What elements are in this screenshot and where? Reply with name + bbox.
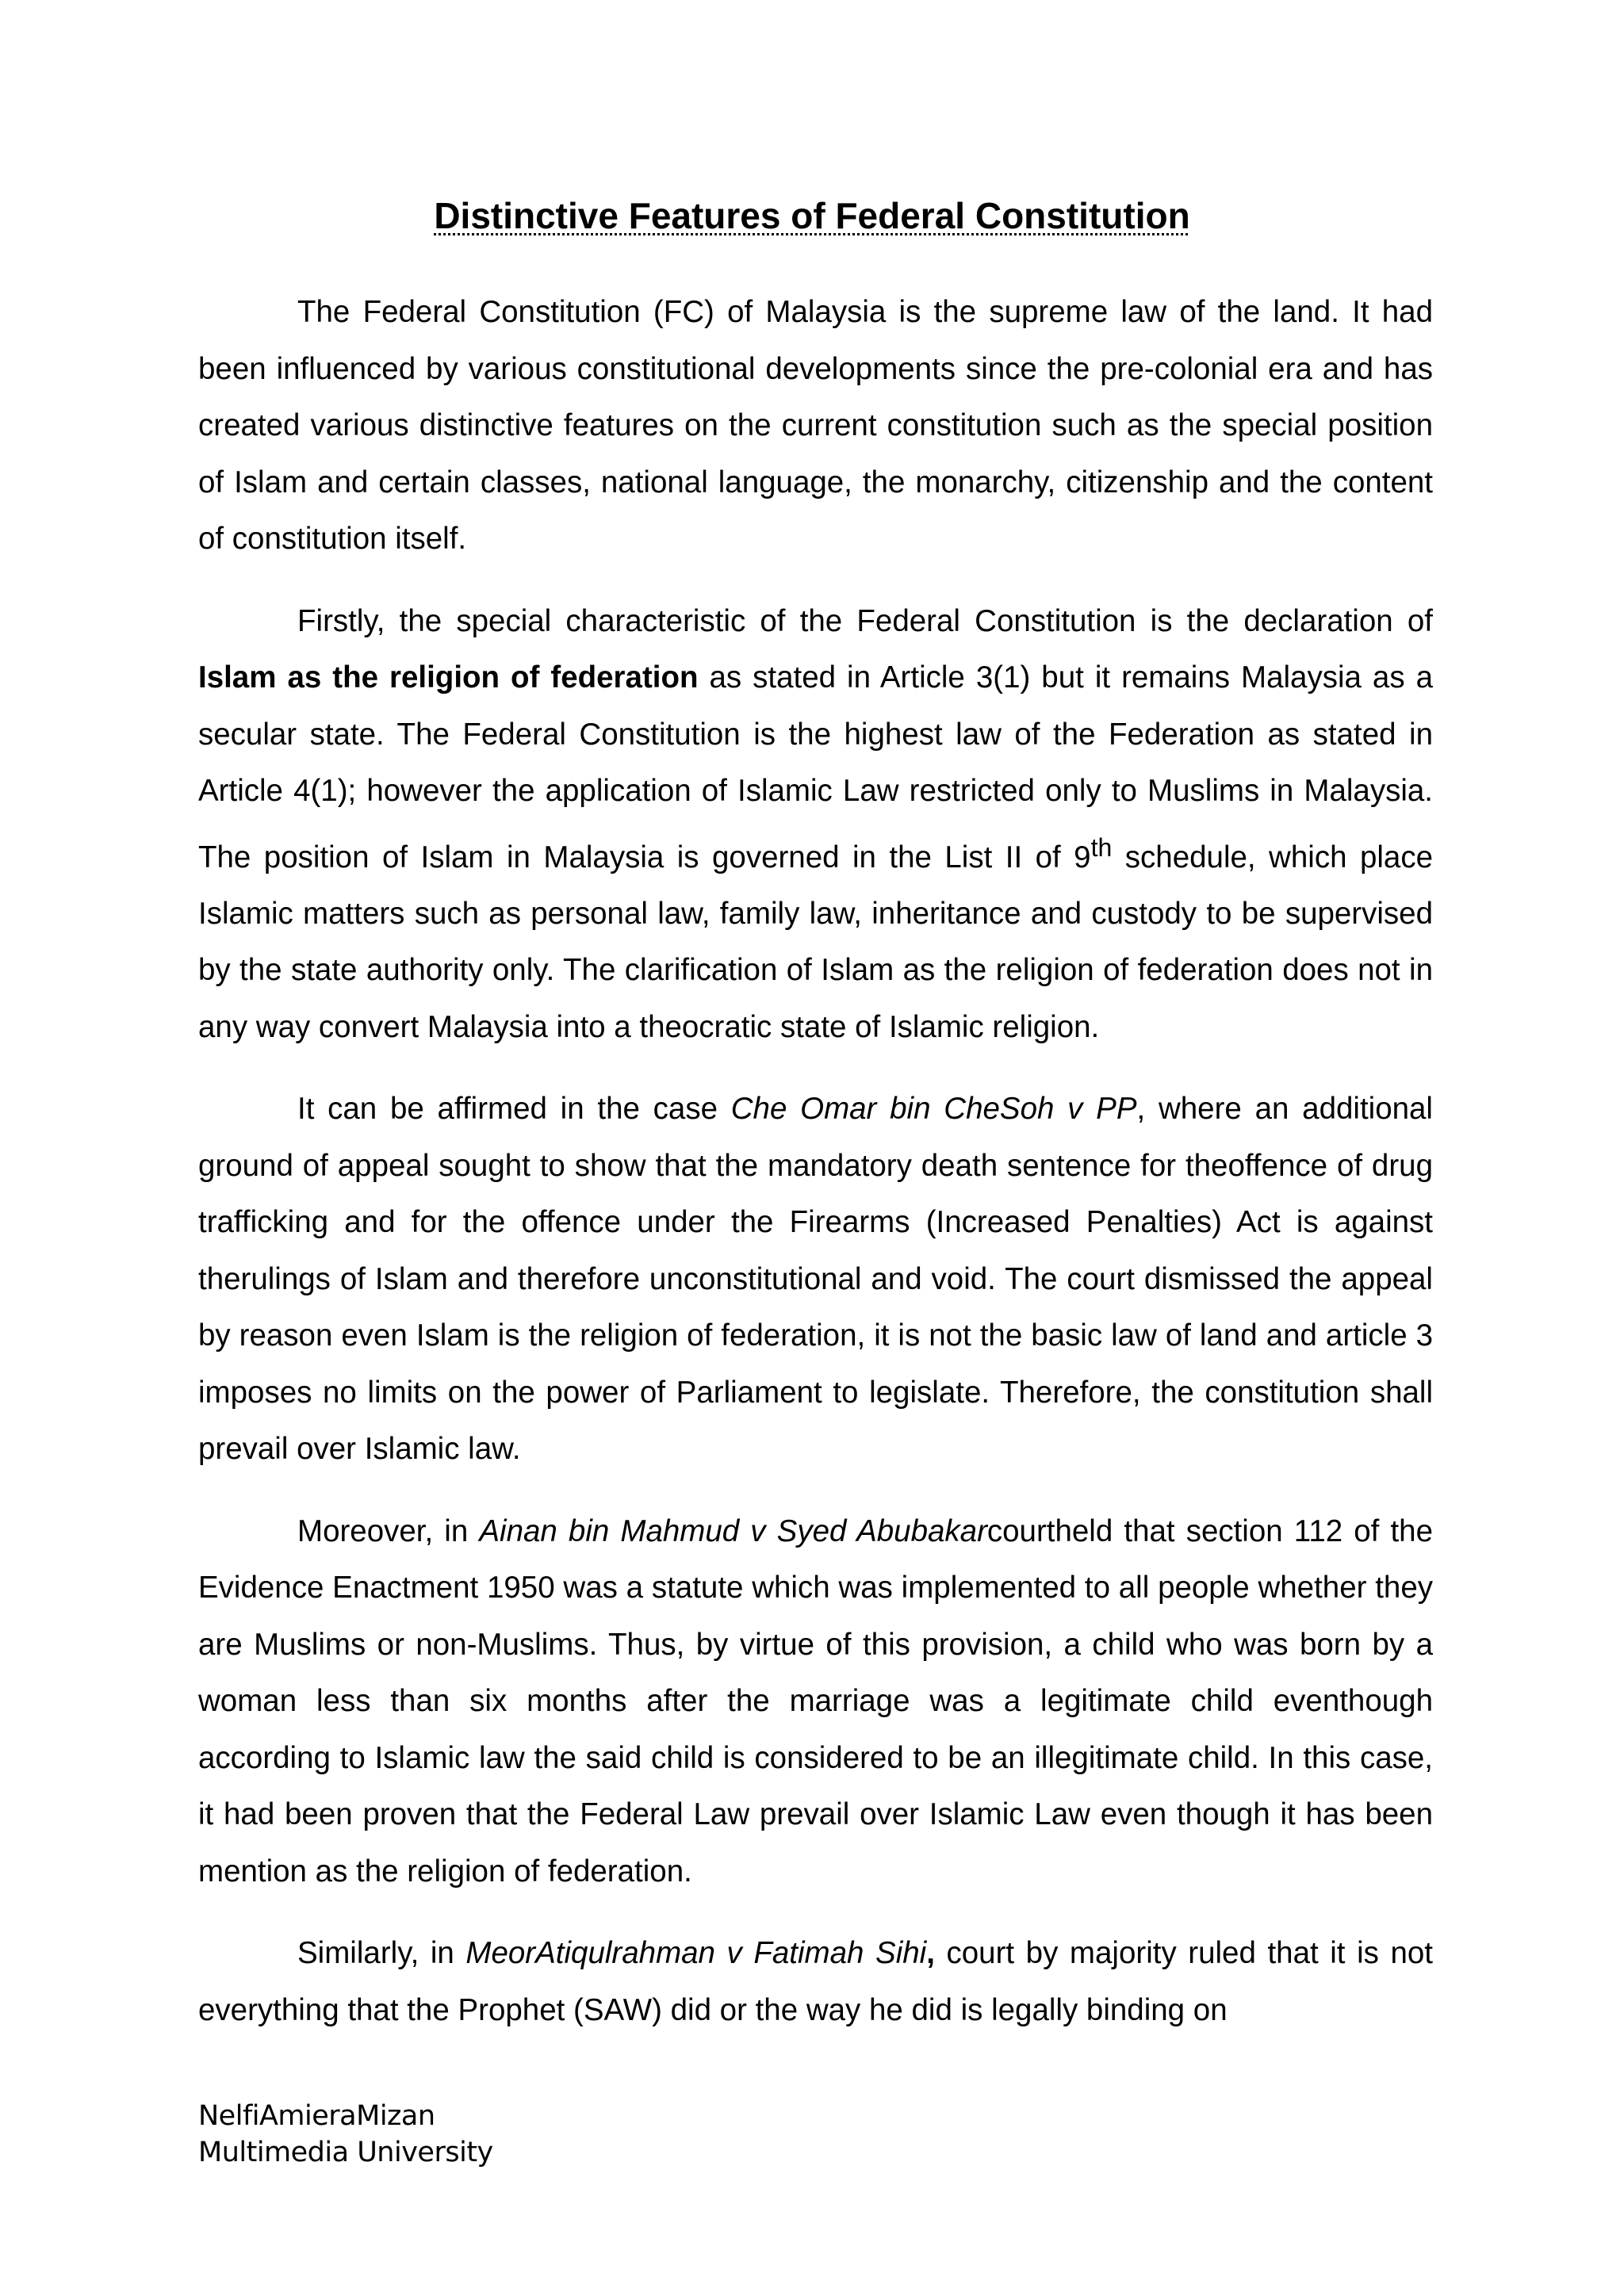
case-name: Ainan bin Mahmud v Syed Abubakar [479, 1513, 987, 1548]
paragraph-text: Firstly, the special characteristic of the Federal Constitution is the declaration of [297, 603, 1433, 638]
page-title-text: Distinctive Features of Federal Constitution [434, 195, 1190, 236]
paragraph-text: Similarly, in [297, 1936, 466, 1971]
emphasis-text: Islam as the religion of federation [198, 660, 699, 695]
page-title [0, 192, 1624, 239]
case-name: MeorAtiqulrahman v Fatimah Sihi [465, 1936, 927, 1971]
paragraph-islam-religion [198, 593, 1433, 1056]
paragraph-text: , where an additional ground of appeal sought to show that the mandatory death sentence for theoffence of drug trafficking and for the offence under the Firearms (Increased Penalties) Act is against therulings of Islam and therefore unconstitutional and void. The court dismissed the appeal by reason even Islam is the religion of federation, it is not the basic law of land and article 3 imposes no limits on the power of Parliament to legislate. Therefore, the constitution shall prevail over Islamic law. [198, 1092, 1433, 1467]
footer-author: NelfiAmieraMizan [198, 2100, 435, 2132]
emphasis-text: , [926, 1936, 935, 1971]
paragraph-ainan-case [198, 1503, 1433, 1900]
paragraph-text: as stated in Article 3(1) but it remains Malaysia as a secular state. The Federal Constitution is the highest law of the Federation as stated in Article 4(1); however the application of Islamic Law restricted only to Muslims in Malaysia. The position of Islam in Malaysia is governed in the List II of 9 [198, 660, 1433, 874]
paragraph-text: It can be affirmed in the case [297, 1092, 731, 1127]
paragraph-text: Moreover, in [297, 1513, 480, 1548]
paragraph-text: courtheld that section 112 of the Evidence Enactment 1950 was a statute which was implemented to all people whether they are Muslims or non-Muslims. Thus, by virtue of this provision, a child who was born by a woman less than six months after the marriage was a legitimate child eventhough according to Islamic law the said child is considered to be an illegitimate child. In this case, it had been proven that the Federal Law prevail over Islamic Law even though it has been mention as the religion of federation. [198, 1513, 1433, 1888]
document-body [198, 284, 1433, 2064]
paragraph-meor-case [198, 1925, 1433, 2038]
paragraph-intro: The Federal Constitution (FC) of Malaysia is the supreme law of the land. It had been influenced by various constitutional developments since the pre-colonial era and has created various distinctive features on the current constitution such as the special position of Islam and certain classes, national language, the monarchy, citizenship and the content of constitution itself. [198, 295, 1433, 556]
page-footer [198, 2098, 493, 2171]
paragraph-text: schedule, which place Islamic matters such as personal law, family law, inheritance and custody to be supervised by the state authority only. The clarification of Islam as the religion of federation does not in any way convert Malaysia into a theocratic state of Islamic religion. [198, 840, 1433, 1044]
footer-institution: Multimedia University [198, 2137, 493, 2168]
paragraph-text: court by majority ruled that it is not everything that the Prophet (SAW) did or the way he did is legally binding on [198, 1936, 1433, 2027]
paragraph-che-omar-case [198, 1081, 1433, 1478]
case-name: Che Omar bin CheSoh v PP [730, 1092, 1137, 1127]
superscript-text: th [1090, 832, 1113, 862]
